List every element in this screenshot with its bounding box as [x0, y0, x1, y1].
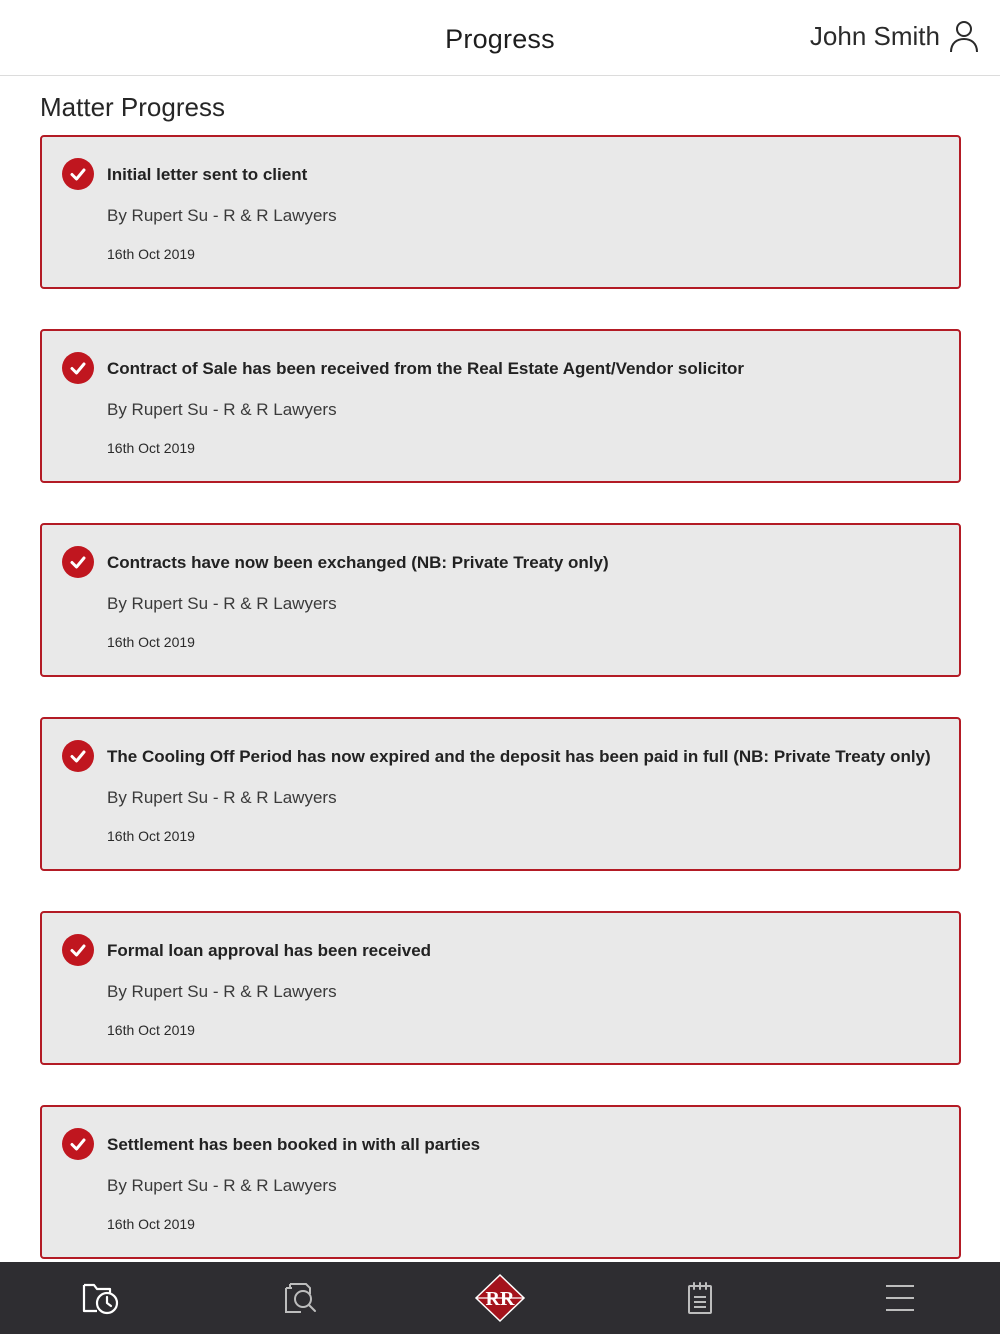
document-search-icon	[281, 1280, 319, 1316]
progress-item-title: Settlement has been booked in with all parties	[107, 1135, 481, 1154]
rr-logo-icon	[473, 1272, 527, 1324]
progress-item	[40, 329, 961, 483]
page-title: Progress	[445, 24, 555, 54]
check-circle-icon	[62, 158, 94, 190]
check-circle-icon	[62, 352, 94, 384]
user-icon	[948, 19, 980, 53]
tab-home-logo[interactable]	[460, 1268, 540, 1328]
progress-item	[40, 717, 961, 871]
progress-item	[40, 911, 961, 1065]
progress-item	[40, 135, 961, 289]
check-circle-icon	[62, 934, 94, 966]
progress-item-author: By Rupert Su - R & R Lawyers	[107, 594, 337, 613]
progress-item-author: By Rupert Su - R & R Lawyers	[107, 982, 337, 1001]
check-circle-icon	[62, 740, 94, 772]
progress-item	[40, 1105, 961, 1259]
clipboard-notes-icon	[686, 1280, 714, 1316]
progress-item-title: Contract of Sale has been received from the Real Estate Agent/Vendor solicitor	[107, 359, 745, 378]
progress-item-author: By Rupert Su - R & R Lawyers	[107, 788, 337, 807]
hamburger-menu-icon	[884, 1283, 916, 1313]
user-name: John Smith	[809, 20, 940, 51]
user-profile-button[interactable]	[810, 18, 980, 54]
app-header	[0, 0, 1000, 76]
tab-menu[interactable]	[860, 1268, 940, 1328]
section-title: Matter Progress	[40, 92, 225, 122]
progress-item-date: 16th Oct 2019	[107, 828, 195, 844]
progress-item-date: 16th Oct 2019	[107, 634, 195, 650]
progress-item-author: By Rupert Su - R & R Lawyers	[107, 1176, 337, 1195]
progress-list	[40, 135, 961, 1299]
bottom-tab-bar	[0, 1262, 1000, 1334]
progress-item-date: 16th Oct 2019	[107, 1022, 195, 1038]
progress-item-title: Contracts have now been exchanged (NB: Private Treaty only)	[107, 553, 609, 572]
progress-item	[40, 523, 961, 677]
tab-progress[interactable]	[60, 1268, 140, 1328]
progress-item-date: 16th Oct 2019	[107, 246, 195, 262]
progress-item-date: 16th Oct 2019	[107, 440, 195, 456]
check-circle-icon	[62, 546, 94, 578]
progress-item-title: The Cooling Off Period has now expired and the deposit has been paid in full (NB: Private Treaty only)	[107, 747, 931, 766]
progress-item-date: 16th Oct 2019	[107, 1216, 195, 1232]
progress-item-title: Formal loan approval has been received	[107, 941, 432, 960]
progress-clock-icon	[80, 1280, 120, 1316]
check-circle-icon	[62, 1128, 94, 1160]
progress-item-title: Initial letter sent to client	[107, 165, 308, 184]
progress-item-author: By Rupert Su - R & R Lawyers	[107, 400, 337, 419]
tab-notes[interactable]	[660, 1268, 740, 1328]
tab-documents[interactable]	[260, 1268, 340, 1328]
logo-text: RR	[485, 1288, 515, 1310]
progress-item-author: By Rupert Su - R & R Lawyers	[107, 206, 337, 225]
